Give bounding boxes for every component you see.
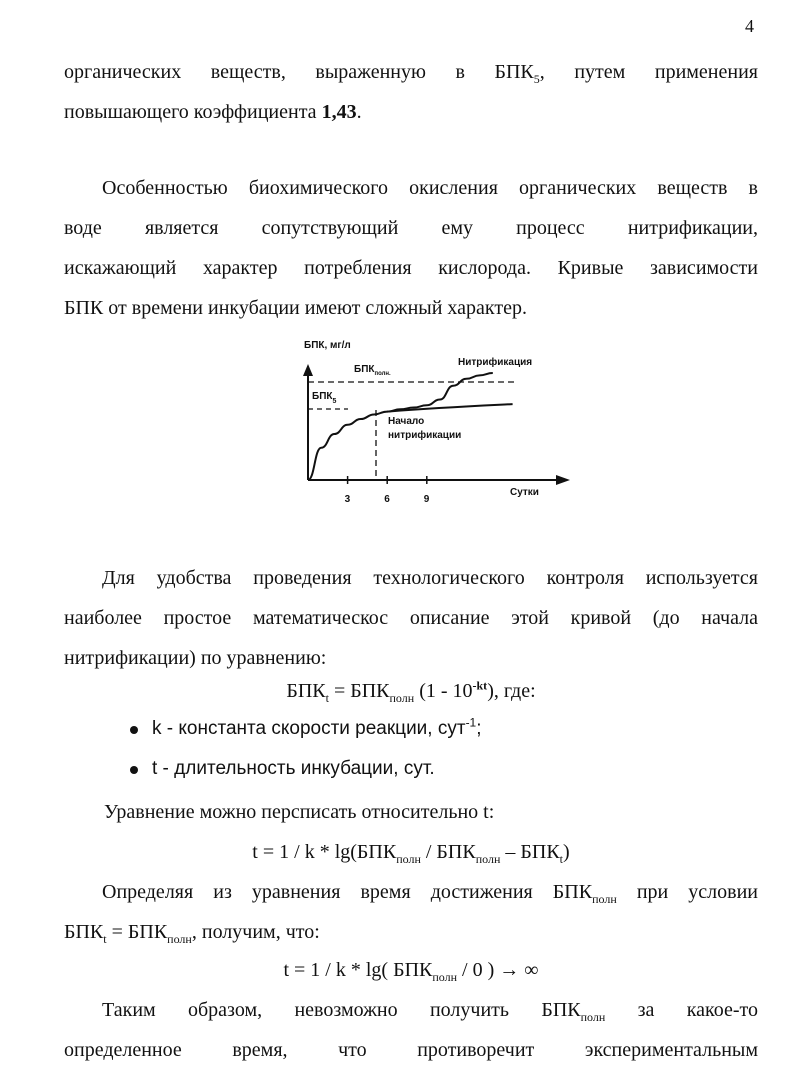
bpk-full-label: $БПК_{полн.}$ <box>354 364 391 377</box>
bullet-dot-icon <box>130 766 138 774</box>
bod-chart <box>290 330 590 510</box>
bullet-item-1: k - константа скорости реакции, сут$^{-1}$; <box>64 709 758 749</box>
paragraph-6-line-1: Таким образом, невозможно получить $БПК_{полн}$ за какое-то <box>102 999 759 1024</box>
paragraph-1-line-1: органических веществ, выраженную в $БПК_5$, путем применения <box>64 61 758 86</box>
paragraph-2-line-4: БПК от времени инкубации имеют сложный характер. <box>64 297 527 319</box>
bullet-item-2: t - длительность инкубации, сут. <box>64 749 758 789</box>
paragraph-3-line-3: нитрификации) по уравнению: <box>64 647 327 669</box>
x-tick-label-6: 6 <box>384 494 390 505</box>
paragraph-1-line-2: повышающего коэффициента 1,43. <box>64 101 362 123</box>
equation-3: t = 1 / k * lg( $БПК_{полн} / 0$ ) → ∞ <box>283 959 539 984</box>
paragraph-5-line-1: Определяя из уравнения время достижения $БПК_{полн}$ при условии <box>102 881 758 906</box>
start-label-line-2: нитрификации <box>388 430 462 441</box>
x-axis-arrow-icon <box>556 475 570 485</box>
paragraph-3 <box>64 558 758 678</box>
y-axis-label: БПК, мг/л <box>304 340 351 351</box>
bpk5-label: $БПК_5$ <box>312 391 337 405</box>
nitrification-label: Нитрификация <box>458 357 533 368</box>
page-number: 4 <box>745 16 754 36</box>
bullet-dot-icon <box>130 726 138 734</box>
paragraph-1 <box>64 52 758 132</box>
paragraph-5-line-2: $БПК_t = БПК_{полн}$, получим, что: <box>64 921 320 946</box>
equation-1: $БПК_t = БПК_{полн}$ $(1 - 10^{-kt})$, где: <box>286 678 536 705</box>
paragraph-3-line-1: Для удобства проведения технологического контроля используется <box>102 567 758 589</box>
y-axis-arrow-icon <box>303 364 313 376</box>
equation-2: $t = 1 / k * \lg(БПК_{полн} / БПК_{полн} - БПК_t)$ <box>252 841 570 866</box>
paragraph-6-line-2: определенное время, что противоречит экспериментальным <box>64 1039 758 1061</box>
bullet-list <box>64 709 758 789</box>
paragraph-2-line-2: воде является сопутствующий ему процесс нитрификации, <box>64 217 758 239</box>
paragraph-6 <box>64 990 758 1070</box>
paragraph-2 <box>64 168 758 328</box>
paragraph-2-line-3: искажающий характер потребления кислорода. Кривые зависимости <box>64 257 758 279</box>
paragraph-2-line-1: Особенностью биохимического окисления органических веществ в <box>102 177 758 199</box>
x-tick-label-9: 9 <box>423 494 430 505</box>
x-tick-label-3: 3 <box>344 494 351 505</box>
x-axis-label: Сутки <box>510 487 539 498</box>
paragraph-5 <box>64 872 758 952</box>
bod-chart-svg <box>290 330 590 510</box>
start-label-line-1: Начало <box>388 416 425 427</box>
paragraph-4: Уравнение можно персписать относительно t: <box>104 801 495 823</box>
paragraph-3-line-2: наиболее простое математическос описание этой кривой (до начала <box>64 607 758 629</box>
